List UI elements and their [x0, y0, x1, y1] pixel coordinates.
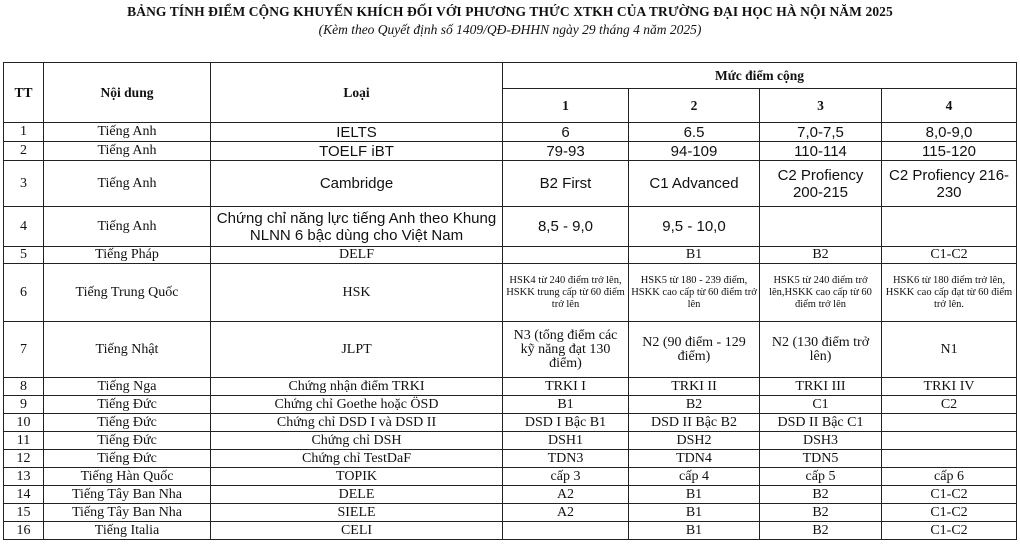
cell-level-1: A2 — [503, 504, 629, 522]
cell-level-1: N3 (tổng điểm các kỹ năng đạt 130 điểm) — [503, 322, 629, 378]
cell-tt: 10 — [4, 414, 44, 432]
cell-loai: Chứng chỉ DSD I và DSD II — [211, 414, 503, 432]
cell-tt: 5 — [4, 247, 44, 264]
cell-noi-dung: Tiếng Nga — [44, 378, 211, 396]
cell-level-2: 9,5 - 10,0 — [629, 207, 760, 247]
cell-level-2: 94-109 — [629, 142, 760, 161]
header-loai: Loại — [211, 63, 503, 123]
cell-level-2: B1 — [629, 522, 760, 540]
cell-noi-dung: Tiếng Đức — [44, 450, 211, 468]
cell-tt: 1 — [4, 123, 44, 142]
cell-tt: 8 — [4, 378, 44, 396]
header-noi-dung: Nội dung — [44, 63, 211, 123]
cell-loai: CELI — [211, 522, 503, 540]
cell-tt: 6 — [4, 264, 44, 322]
cell-loai: HSK — [211, 264, 503, 322]
cell-level-3: DSD II Bậc C1 — [760, 414, 882, 432]
table-row — [4, 468, 1017, 486]
cell-noi-dung: Tiếng Đức — [44, 414, 211, 432]
table-row — [4, 142, 1017, 161]
cell-level-1: A2 — [503, 486, 629, 504]
table-row — [4, 504, 1017, 522]
cell-level-4: C1-C2 — [882, 247, 1017, 264]
cell-level-3: B2 — [760, 504, 882, 522]
cell-level-4: TRKI IV — [882, 378, 1017, 396]
cell-level-2: C1 Advanced — [629, 161, 760, 207]
cell-level-2: HSK5 từ 180 - 239 điểm, HSKK cao cấp từ 60 điểm trở lên — [629, 264, 760, 322]
page-subtitle: (Kèm theo Quyết định số 1409/QĐ-ĐHHN ngày 29 tháng 4 năm 2025) — [318, 22, 702, 37]
cell-level-4: cấp 6 — [882, 468, 1017, 486]
cell-noi-dung: Tiếng Tây Ban Nha — [44, 504, 211, 522]
cell-level-3: C1 — [760, 396, 882, 414]
cell-loai: JLPT — [211, 322, 503, 378]
cell-loai: Cambridge — [211, 161, 503, 207]
cell-level-3: 110-114 — [760, 142, 882, 161]
cell-level-3: 7,0-7,5 — [760, 123, 882, 142]
cell-level-2: B2 — [629, 396, 760, 414]
cell-level-1: 8,5 - 9,0 — [503, 207, 629, 247]
cell-noi-dung: Tiếng Anh — [44, 142, 211, 161]
cell-level-4: C1-C2 — [882, 486, 1017, 504]
cell-tt: 4 — [4, 207, 44, 247]
table-row — [4, 161, 1017, 207]
cell-noi-dung: Tiếng Tây Ban Nha — [44, 486, 211, 504]
cell-level-4: C1-C2 — [882, 504, 1017, 522]
cell-level-3: cấp 5 — [760, 468, 882, 486]
cell-level-4: HSK6 từ 180 điểm trở lên, HSKK cao cấp đạt từ 60 điểm trở lên. — [882, 264, 1017, 322]
cell-level-2: N2 (90 điểm - 129 điểm) — [629, 322, 760, 378]
table-row — [4, 322, 1017, 378]
cell-loai: TOPIK — [211, 468, 503, 486]
cell-level-3: B2 — [760, 247, 882, 264]
cell-level-3: TRKI III — [760, 378, 882, 396]
cell-loai: Chứng chỉ DSH — [211, 432, 503, 450]
cell-tt: 11 — [4, 432, 44, 450]
cell-loai: Chứng chỉ TestDaF — [211, 450, 503, 468]
cell-level-2: B1 — [629, 504, 760, 522]
cell-level-1: TDN3 — [503, 450, 629, 468]
cell-level-3: C2 Profiency 200-215 — [760, 161, 882, 207]
table-row — [4, 486, 1017, 504]
cell-level-4: N1 — [882, 322, 1017, 378]
cell-noi-dung: Tiếng Anh — [44, 161, 211, 207]
cell-tt: 3 — [4, 161, 44, 207]
table-row — [4, 522, 1017, 540]
header-muc-diem-cong: Mức điểm cộng — [503, 63, 1017, 89]
cell-noi-dung: Tiếng Đức — [44, 432, 211, 450]
cell-loai: Chứng chỉ năng lực tiếng Anh theo Khung NLNN 6 bậc dùng cho Việt Nam — [211, 207, 503, 247]
cell-level-4 — [882, 450, 1017, 468]
cell-level-2: B1 — [629, 247, 760, 264]
cell-level-3: B2 — [760, 486, 882, 504]
cell-noi-dung: Tiếng Anh — [44, 207, 211, 247]
cell-level-1 — [503, 522, 629, 540]
cell-noi-dung: Tiếng Trung Quốc — [44, 264, 211, 322]
cell-level-3: B2 — [760, 522, 882, 540]
cell-level-4: C2 — [882, 396, 1017, 414]
cell-level-4: C1-C2 — [882, 522, 1017, 540]
cell-level-4 — [882, 432, 1017, 450]
header-tt: TT — [4, 63, 44, 123]
cell-level-1: 6 — [503, 123, 629, 142]
cell-level-3: N2 (130 điểm trở lên) — [760, 322, 882, 378]
cell-tt: 7 — [4, 322, 44, 378]
cell-loai: IELTS — [211, 123, 503, 142]
cell-tt: 2 — [4, 142, 44, 161]
cell-level-2: TRKI II — [629, 378, 760, 396]
table-row — [4, 207, 1017, 247]
cell-level-4: 8,0-9,0 — [882, 123, 1017, 142]
table-row — [4, 396, 1017, 414]
cell-level-2: 6.5 — [629, 123, 760, 142]
cell-loai: DELF — [211, 247, 503, 264]
cell-level-1: B2 First — [503, 161, 629, 207]
cell-level-1: B1 — [503, 396, 629, 414]
cell-noi-dung: Tiếng Anh — [44, 123, 211, 142]
cell-level-3: DSH3 — [760, 432, 882, 450]
cell-tt: 14 — [4, 486, 44, 504]
cell-level-1: TRKI I — [503, 378, 629, 396]
table-row — [4, 123, 1017, 142]
cell-tt: 15 — [4, 504, 44, 522]
cell-level-2: cấp 4 — [629, 468, 760, 486]
cell-level-4: C2 Profiency 216-230 — [882, 161, 1017, 207]
bonus-points-table — [3, 62, 1017, 540]
cell-loai: TOELF iBT — [211, 142, 503, 161]
cell-level-2: DSD II Bậc B2 — [629, 414, 760, 432]
table-row — [4, 450, 1017, 468]
cell-level-3: TDN5 — [760, 450, 882, 468]
cell-level-1: DSD I Bậc B1 — [503, 414, 629, 432]
table-row — [4, 247, 1017, 264]
cell-loai: SIELE — [211, 504, 503, 522]
cell-level-4 — [882, 207, 1017, 247]
cell-noi-dung: Tiếng Pháp — [44, 247, 211, 264]
page-title: BẢNG TÍNH ĐIỂM CỘNG KHUYẾN KHÍCH ĐỐI VỚI PHƯƠNG THỨC XTKH CỦA TRƯỜNG ĐẠI HỌC HÀ NỘI NĂM 2025 — [127, 4, 893, 19]
cell-loai: DELE — [211, 486, 503, 504]
cell-level-2: TDN4 — [629, 450, 760, 468]
cell-level-2: B1 — [629, 486, 760, 504]
cell-noi-dung: Tiếng Đức — [44, 396, 211, 414]
cell-level-4: 115-120 — [882, 142, 1017, 161]
cell-noi-dung: Tiếng Italia — [44, 522, 211, 540]
header-row — [4, 63, 1017, 89]
cell-level-1: cấp 3 — [503, 468, 629, 486]
cell-level-2: DSH2 — [629, 432, 760, 450]
cell-noi-dung: Tiếng Nhật — [44, 322, 211, 378]
cell-level-1: 79-93 — [503, 142, 629, 161]
header-level-1: 1 — [503, 89, 629, 123]
table-row — [4, 378, 1017, 396]
cell-level-3: HSK5 từ 240 điểm trở lên,HSKK cao cấp từ 60 điểm trở lên — [760, 264, 882, 322]
cell-tt: 13 — [4, 468, 44, 486]
cell-tt: 16 — [4, 522, 44, 540]
cell-tt: 12 — [4, 450, 44, 468]
header-level-4: 4 — [882, 89, 1017, 123]
cell-level-3 — [760, 207, 882, 247]
header-level-2: 2 — [629, 89, 760, 123]
cell-level-1 — [503, 247, 629, 264]
cell-noi-dung: Tiếng Hàn Quốc — [44, 468, 211, 486]
cell-loai: Chứng nhận điểm TRKI — [211, 378, 503, 396]
table-row — [4, 264, 1017, 322]
cell-tt: 9 — [4, 396, 44, 414]
cell-level-1: DSH1 — [503, 432, 629, 450]
cell-level-4 — [882, 414, 1017, 432]
header-level-3: 3 — [760, 89, 882, 123]
cell-level-1: HSK4 từ 240 điểm trở lên, HSKK trung cấp từ 60 điểm trở lên — [503, 264, 629, 322]
table-row — [4, 414, 1017, 432]
cell-loai: Chứng chỉ Goethe hoặc ÖSD — [211, 396, 503, 414]
table-row — [4, 432, 1017, 450]
